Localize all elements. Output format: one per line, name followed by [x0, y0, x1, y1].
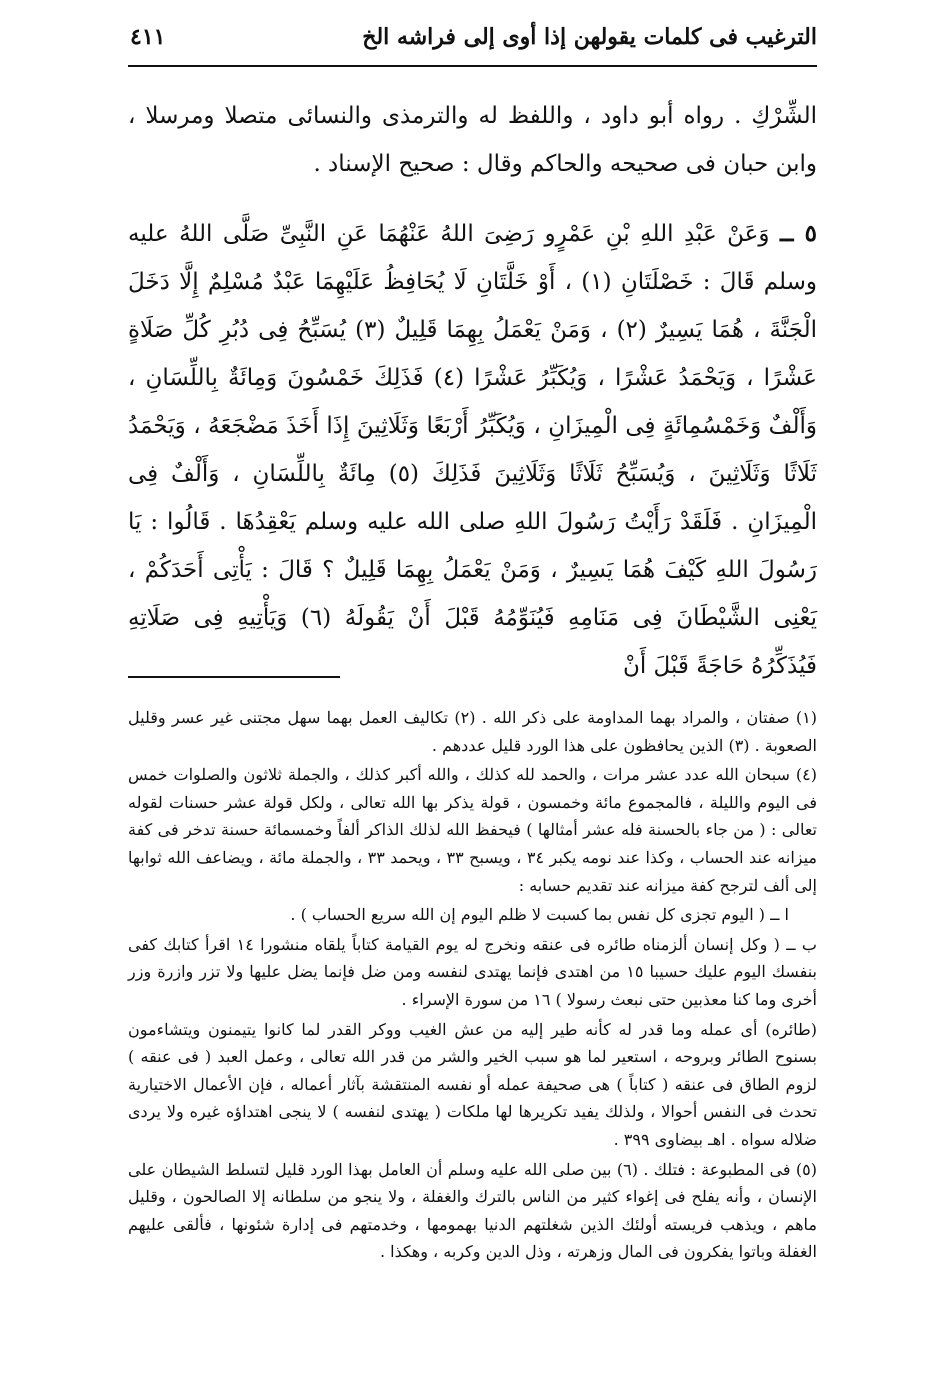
running-title: الترغيب فى كلمات يقولهن إذا أوى إلى فراشه الخ [362, 24, 817, 50]
hadith-paragraph [128, 210, 817, 690]
footnotes [128, 704, 817, 1266]
hadith-text: وَعَنْ عَبْدِ اللهِ بْنِ عَمْرٍو رَضِىَ اللهُ عَنْهُمَا عَنِ النَّبِىِّ صَلَّى اللهُ عليه وسلم قَالَ : خَصْلَتَانِ (١) ، أَوْ خَلَّتَانِ لَا يُحَافِظُ عَلَيْهِمَا عَبْدٌ مُسْلِمٌ إِلَّا دَخَلَ الْجَنَّةَ ، هُمَا يَسِيرٌ (٢) ، وَمَنْ يَعْمَلُ بِهِمَا قَلِيلٌ (٣) يُسَبِّحُ فِى دُبُرِ كُلِّ صَلَاةٍ عَشْرًا ، وَيَحْمَدُ عَشْرًا ، وَيُكَبِّرُ عَشْرًا (٤) فَذَلِكَ خَمْسُونَ وَمِائَةٌ بِاللِّسَانِ ، وَأَلْفٌ وَخَمْسُمِائَةٍ فِى الْمِيزَانِ ، وَيُكَبِّرُ أَرْبَعًا وَثَلَاثِينَ إِذَا أَخَذَ مَضْجَعَهُ ، وَيَحْمَدُ ثَلَاثًا وَثَلَاثِينَ ، وَيُسَبِّحُ ثَلَاثًا وَثَلَاثِينَ فَذَلِكَ (٥) مِائَةٌ بِاللِّسَانِ ، وَأَلْفٌ فِى الْمِيزَانِ . فَلَقَدْ رَأَيْتُ رَسُولَ اللهِ صلى الله عليه وسلم يَعْقِدُهَا . قَالُوا : يَا رَسُولَ اللهِ كَيْفَ هُمَا يَسِيرٌ ، وَمَنْ يَعْمَلُ بِهِمَا قَلِيلٌ ؟ قَالَ : يَأْتِى أَحَدَكُمْ ، يَعْنِى الشَّيْطَانَ فِى مَنَامِهِ فَيُنَوِّمُهُ قَبْلَ أَنْ يَقُولَهُ (٦) وَيَأْتِيهِ فِى صَلَاتِهِ فَيُذَكِّرُهُ حَاجَةً قَبْلَ أَنْ [128, 221, 818, 679]
footnote-4-item-a: ا ــ ( اليوم تجزى كل نفس بما كسبت لا ظلم اليوم إن الله سريع الحساب ) . [290, 905, 789, 925]
page-header [128, 14, 817, 58]
footnote-4-item-b: ب ــ ( وكل إنسان ألزمناه طائره فى عنقه ونخرج له يوم القيامة كتاباً يلقاه منشورا ١٤ اقرأ كتابك كفى بنفسك اليوم عليك حسيبا ١٥ من اهتدى فإنما يهتدى لنفسه ومن ضل فإنما يضل عليها ولا تزر وازرة وزر أخرى وما كنا معذبين حتى نبعث رسولا ) ١٦ من سورة الإسراء . [128, 934, 818, 1009]
header-divider [128, 65, 817, 67]
footnote-4-commentary: (طائره) أى عمله وما قدر له كأنه طير إليه من عش الغيب ووكر القدر لما كانوا يتيمنون ويتشاءمون بسنوح الطائر وبروحه ، استعير لما هو سبب الخير والشر من قدر الله تعالى ، وعمل العبد ( فى عنقه ) لزوم الطاق فى عنقه ( كتاباً ) هى صحيفة عمله أو نفسه المنتقشة بآثار أعماله ، فإن الأعمال الاختيارية تحدث فى النفس أحوالا ، ولذلك يفيد تكريرها لها ملكات ( يهتدى لنفسه ) لا ينجى اهتداؤه غيره ولا يردى ضلاله سواه . اهـ بيضاوى ٣٩٩ . [128, 1019, 818, 1149]
footnote-5-6: (٥) فى المطبوعة : فتلك . (٦) بين صلى الله عليه وسلم أن العامل بهذا الورد قليل لتسلط الشيطان على الإنسان ، وأنه يفلح فى إغواء كثير من الناس بالترك والغفلة ، ولا ينجو من سلطانه إلا الصالحون ، وقليل ماهم ، ويذهب فريسته أولئك الذين شغلتهم الدنيا بهمومها ، وخدمتهم فى إدارة شئونها ، فألقى عليهم الغفلة وباتوا يفكرون فى المال وزهرته ، وذل الدين وكربه ، وهكذا . [128, 1159, 817, 1262]
paragraph-continuation: الشِّرْكِ . رواه أبو داود ، واللفظ له والترمذى والنسائى متصلا ومرسلا ، وابن حبان فى صحيحه والحاكم وقال : صحيح الإسناد . [128, 103, 817, 177]
footnote-1-2-3: (١) صفتان ، والمراد بهما المداومة على ذكر الله . (٢) تكاليف العمل بهما سهل مجتنى غير عسر وقليل الصعوبة . (٣) الذين يحافظون على هذا الورد قليل عددهم . [128, 708, 818, 755]
footnote-divider [128, 676, 340, 678]
hadith-number: ٥ ــ [780, 220, 818, 247]
main-text [128, 92, 817, 690]
footnote-4: (٤) سبحان الله عدد عشر مرات ، والحمد لله كذلك ، والله أكبر كذلك ، والجملة ثلاثون والصلوات خمس فى اليوم والليلة ، فالمجموع مائة وخمسون ، قولة يذكر بها الله تعالى ، ولكل قولة عشر حسنات لقوله تعالى : ( من جاء بالحسنة فله عشر أمثالها ) فيحفظ الله لذلك الذاكر ألفاً وخمسمائة حسنة تدخر فى كفة ميزانه عند الحساب ، وكذا عند نومه يكبر ٣٤ ، ويسبح ٣٣ ، ويحمد ٣٣ ، والجملة مائة ، ويضاعف الله ثوابها إلى ألف لترجح كفة ميزانه عند تقديم حسابه : [128, 765, 817, 895]
page-number: ٤١١ [130, 24, 166, 50]
